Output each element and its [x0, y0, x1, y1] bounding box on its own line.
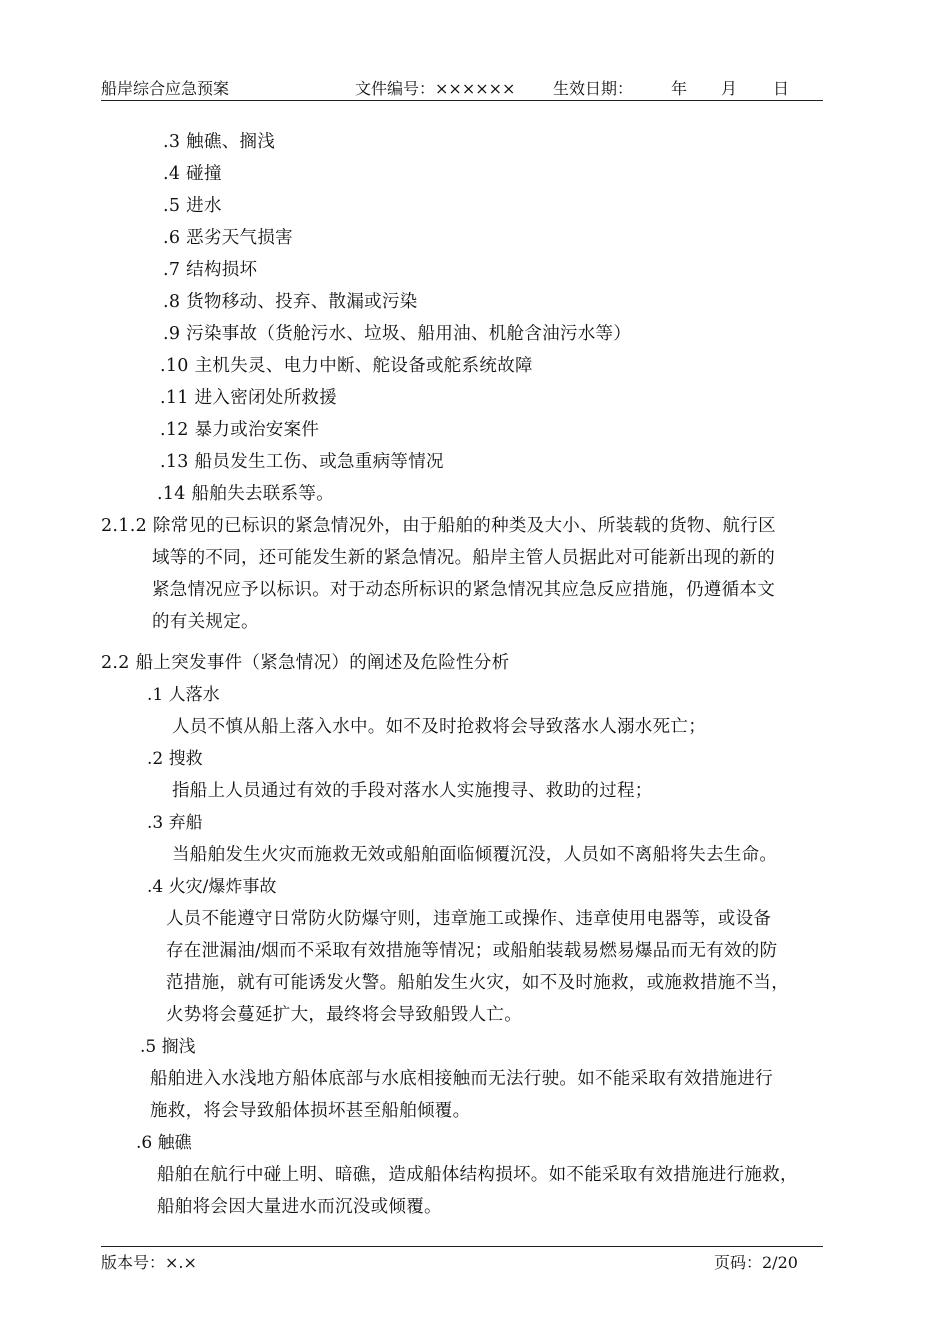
list-item: .5 进水: [163, 196, 222, 216]
header-day-label: 日: [773, 79, 790, 98]
list-item: .7 结构损坏: [163, 260, 258, 280]
paragraph-line: 范措施，就有可能诱发火警。船舶发生火灾，如不及时施救，或施救措施不当，: [166, 973, 789, 993]
paragraph-line: 施救，将会导致船体损坏甚至船舶倾覆。: [150, 1101, 471, 1121]
list-item: .13 船员发生工伤、或急重病等情况: [160, 452, 444, 472]
section-heading: 2.2 船上突发事件（紧急情况）的阐述及危险性分析: [101, 653, 510, 673]
paragraph-line: 船舶将会因大量进水而沉没或倾覆。: [157, 1197, 442, 1217]
paragraph-line: 存在泄漏油/烟而不采取有效措施等情况；或船舶装载易燃易爆品而无有效的防: [166, 941, 778, 961]
list-item: .6 恶劣天气损害: [163, 228, 293, 248]
paragraph-line: 人员不能遵守日常防火防爆守则，违章施工或操作、违章使用电器等，或设备: [166, 909, 772, 929]
header-file-number: 文件编号：××××××: [355, 79, 516, 98]
subsection-title: .6 触礁: [136, 1133, 192, 1153]
footer-rule: [101, 1246, 823, 1247]
footer-version: 版本号：×.×: [101, 1253, 197, 1272]
list-item: .10 主机失灵、电力中断、舵设备或舵系统故障: [160, 356, 533, 376]
list-item: .12 暴力或治安案件: [160, 420, 320, 440]
paragraph-line: 2.1.2 除常见的已标识的紧急情况外，由于船舶的种类及大小、所装载的货物、航行区: [101, 516, 776, 536]
paragraph-line: 当船舶发生火灾而施救无效或船舶面临倾覆沉没，人员如不离船将失去生命。: [172, 845, 778, 865]
list-item: .3 触礁、搁浅: [163, 132, 276, 152]
subsection-title: .1 人落水: [147, 685, 220, 705]
paragraph-line: 紧急情况应予以标识。对于动态所标识的紧急情况其应急反应措施，仍遵循本文: [152, 580, 775, 600]
header-doc-title: 船岸综合应急预案: [101, 79, 230, 98]
subsection-title: .3 弃船: [147, 813, 203, 833]
list-item: .11 进入密闭处所救援: [160, 388, 337, 408]
paragraph-line: 火势将会蔓延扩大，最终将会导致船毁人亡。: [166, 1005, 522, 1025]
header-effective-date-label: 生效日期：: [553, 79, 634, 98]
footer-page-number: 页码：2/20: [714, 1253, 798, 1272]
paragraph-line: 人员不慎从船上落入水中。如不及时抢救将会导致落水人溺水死亡；: [172, 717, 706, 737]
header-month-label: 月: [721, 79, 738, 98]
list-item: .8 货物移动、投弃、散漏或污染: [163, 292, 418, 312]
subsection-title: .4 火灾/爆炸事故: [147, 877, 277, 897]
paragraph-line: 域等的不同，还可能发生新的紧急情况。船岸主管人员据此对可能新出现的新的: [152, 548, 775, 568]
list-item: .9 污染事故（货舱污水、垃圾、船用油、机舱含油污水等）: [163, 324, 632, 344]
list-item: .4 碰撞: [163, 164, 222, 184]
paragraph-line: 船舶在航行中碰上明、暗礁，造成船体结构损坏。如不能采取有效措施进行施救，: [157, 1165, 798, 1185]
page-header: [101, 78, 823, 101]
paragraph-line: 的有关规定。: [152, 612, 259, 632]
list-item: .14 船舶失去联系等。: [157, 484, 334, 504]
paragraph-line: 指船上人员通过有效的手段对落水人实施搜寻、救助的过程；: [172, 781, 653, 801]
subsection-title: .5 搁浅: [140, 1037, 196, 1057]
header-year-label: 年: [671, 79, 688, 98]
subsection-title: .2 搜救: [147, 749, 203, 769]
paragraph-line: 船舶进入水浅地方船体底部与水底相接触而无法行驶。如不能采取有效措施进行: [150, 1069, 773, 1089]
